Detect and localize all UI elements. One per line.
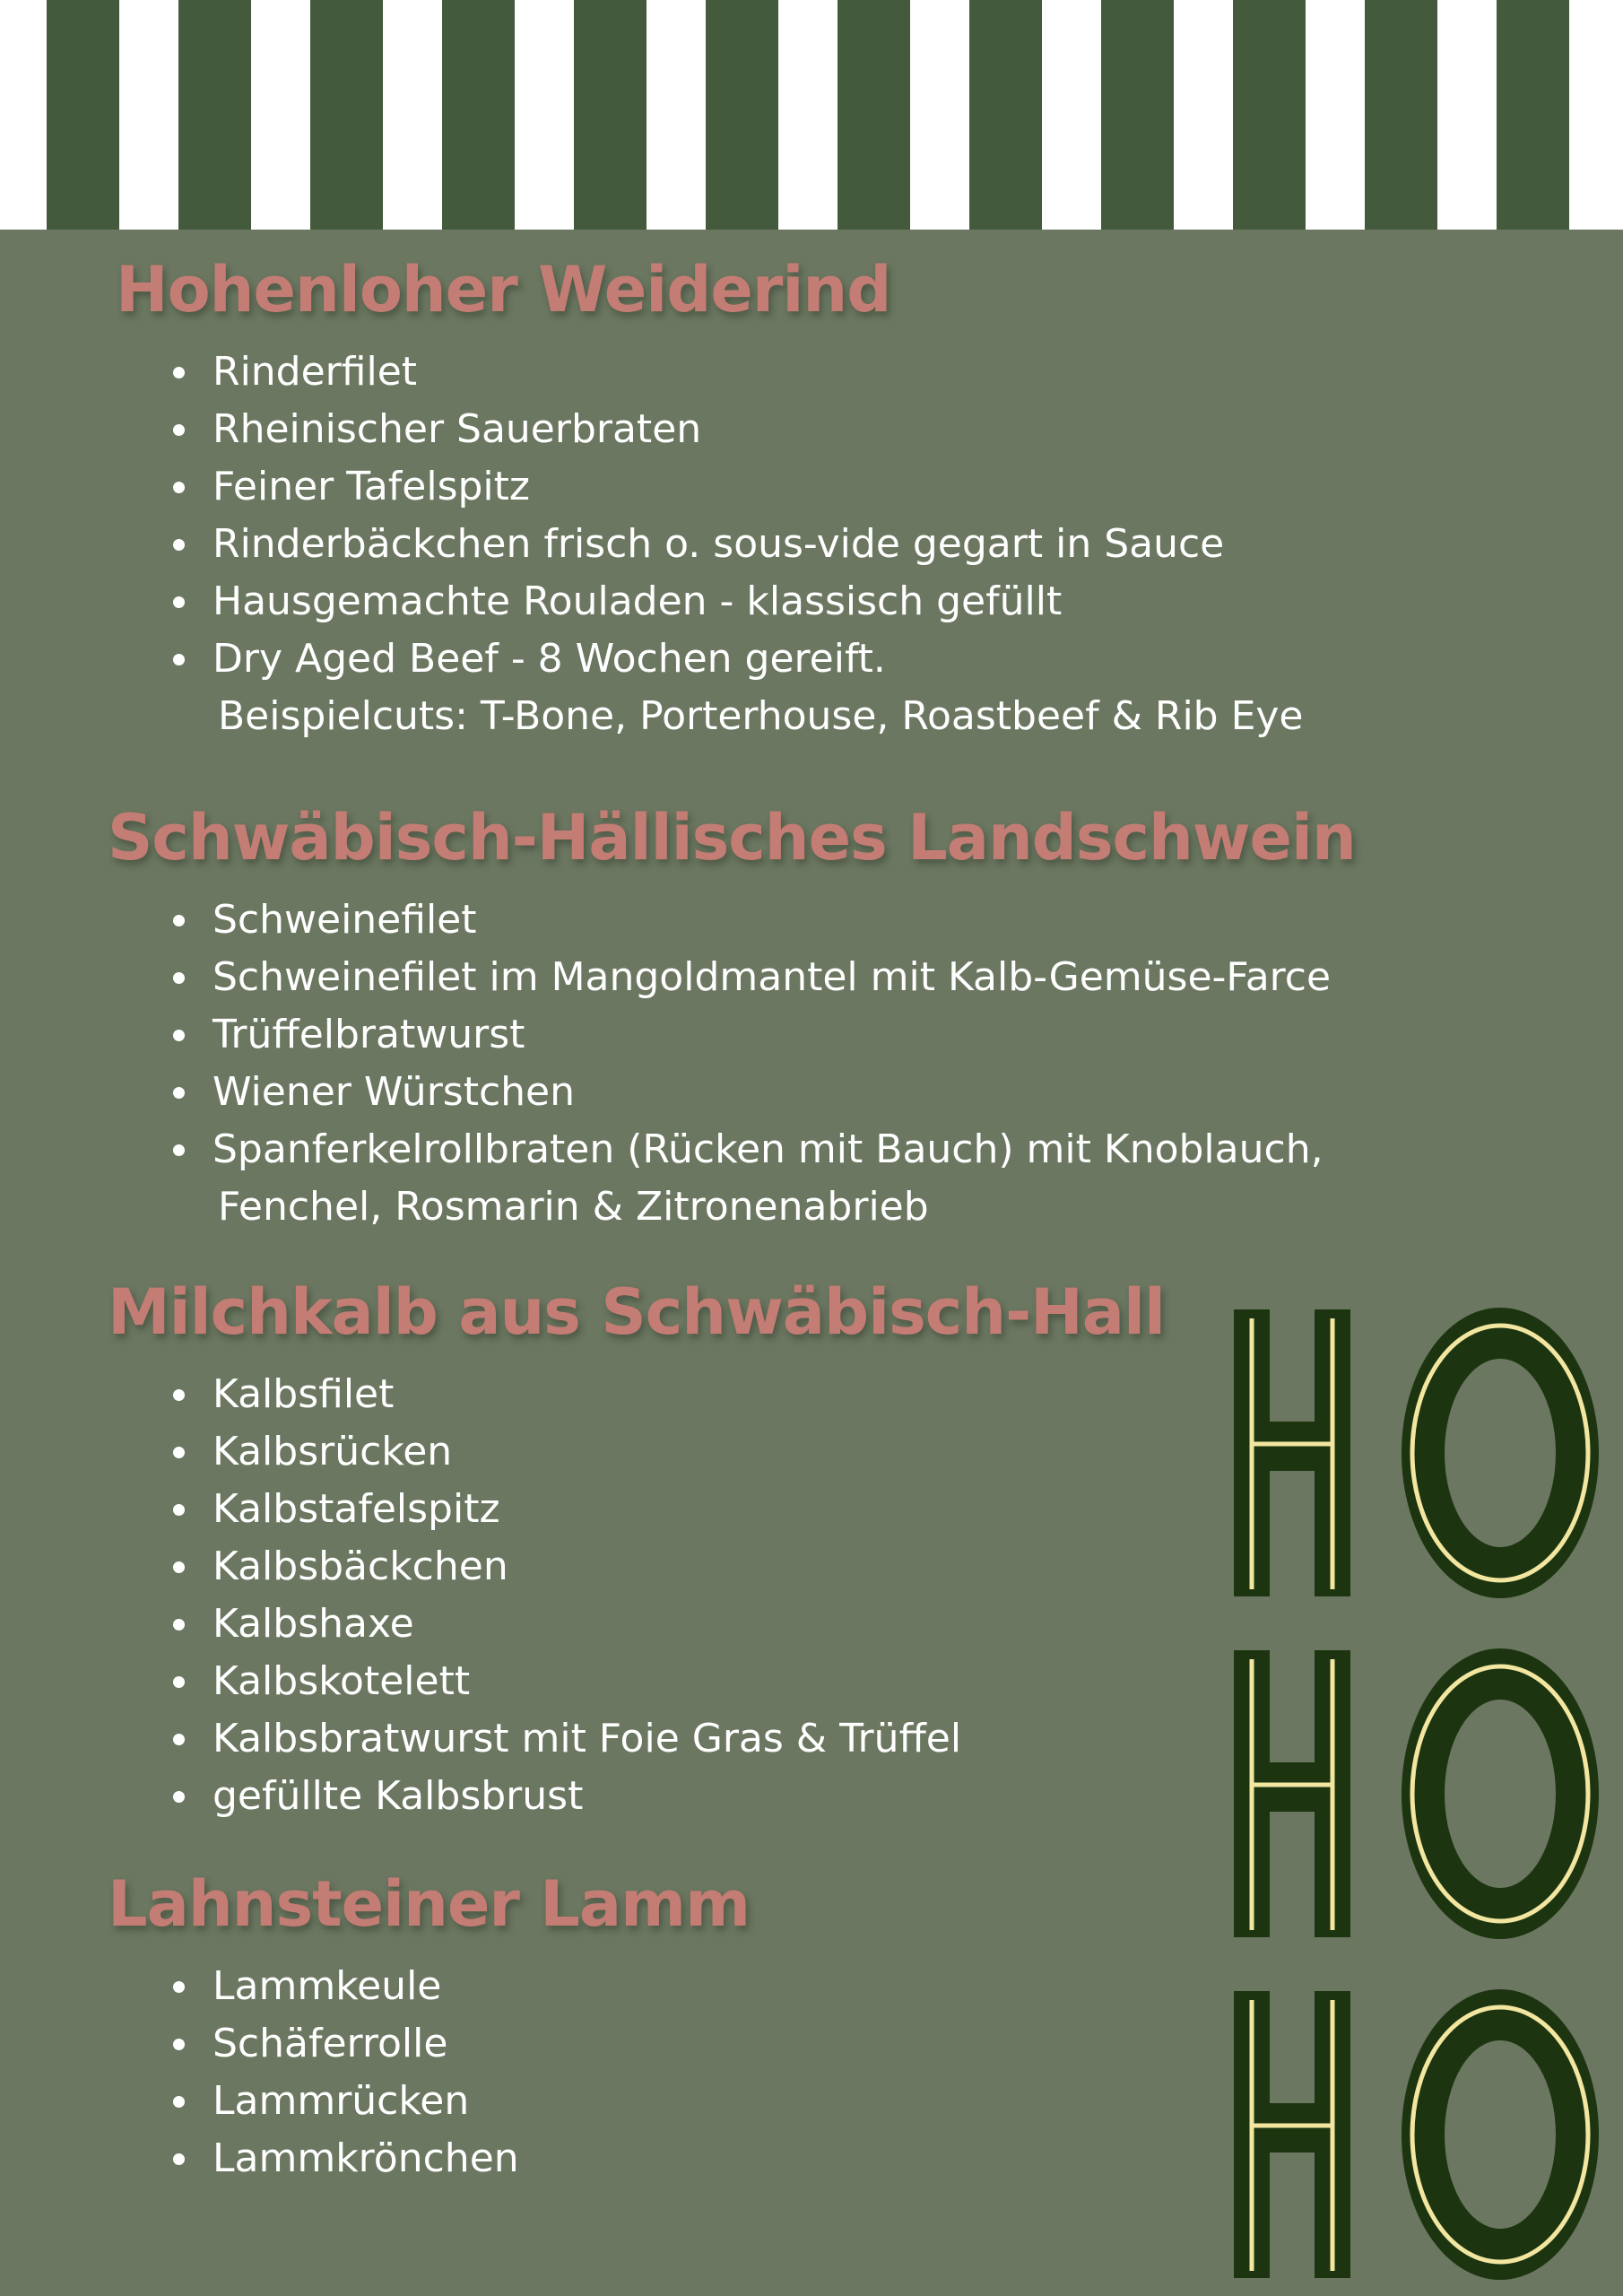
item-text: Wiener Würstchen	[213, 1069, 575, 1115]
list-item	[0, 1653, 1255, 1710]
list-item	[0, 631, 1304, 745]
bullet-icon	[173, 596, 185, 608]
bullet-icon	[173, 2039, 185, 2050]
item-text: Rinderfilet	[213, 349, 418, 395]
bullet-icon	[173, 915, 185, 926]
bullet-icon	[173, 1447, 185, 1458]
item-text: Kalbskotelett	[213, 1658, 471, 1704]
list-item	[0, 2073, 1255, 2130]
list-item	[0, 949, 1332, 1006]
item-text: gefüllte Kalbsbrust	[213, 1773, 584, 1819]
bullet-icon	[173, 654, 185, 665]
bullet-icon	[173, 424, 185, 436]
list-item	[0, 1064, 1255, 1121]
item-text: Kalbsfilet	[213, 1371, 395, 1417]
section-pork	[0, 801, 1356, 1236]
item-text: Kalbstafelspitz	[213, 1486, 500, 1532]
striped-awning-banner	[0, 0, 1623, 230]
section-beef	[0, 253, 1304, 745]
item-text: Lammkrönchen	[213, 2135, 519, 2181]
list-item	[0, 1423, 1255, 1481]
item-text: Spanferkelrollbraten (Rücken mit Bauch) mit Knoblauch,	[213, 1126, 1324, 1172]
ho-line-2	[1234, 1648, 1599, 1939]
bullet-icon	[173, 1981, 185, 1993]
item-text: Kalbsrücken	[213, 1429, 453, 1474]
item-continuation: Beispielcuts: T-Bone, Porterhouse, Roastbeef & Rib Eye	[218, 693, 1304, 739]
item-text: Lammrücken	[213, 2078, 470, 2124]
section-veal	[0, 1275, 1255, 1825]
section-title: Lahnsteiner Lamm	[108, 1867, 751, 1941]
item-text: Schweinefilet im Mangoldmantel mit Kalb-Gemüse-Farce	[213, 954, 1332, 1000]
bullet-icon	[173, 2153, 185, 2165]
list-item	[0, 1366, 1255, 1423]
bullet-icon	[173, 482, 185, 493]
item-text: Kalbsbratwurst mit Foie Gras & Trüffel	[213, 1716, 962, 1761]
item-text: Dry Aged Beef - 8 Wochen gereift.	[213, 636, 886, 682]
item-text: Schweinefilet	[213, 897, 477, 943]
bullet-icon	[173, 1734, 185, 1745]
bullet-icon	[173, 1030, 185, 1041]
item-list	[0, 1366, 1255, 1825]
list-item	[0, 1006, 1255, 1064]
section-title: Milchkalb aus Schwäbisch-Hall	[108, 1275, 1165, 1349]
item-list	[0, 1958, 1255, 2187]
list-item	[0, 1768, 1255, 1825]
bullet-icon	[173, 1619, 185, 1631]
item-text: Schäferrolle	[213, 2021, 448, 2066]
item-text: Lammkeule	[213, 1963, 442, 2009]
list-item	[0, 2130, 1255, 2187]
bullet-icon	[173, 1504, 185, 1516]
item-text: Trüffelbratwurst	[213, 1012, 525, 1057]
bullet-icon	[173, 2096, 185, 2108]
bullet-icon	[173, 367, 185, 378]
item-continuation: Fenchel, Rosmarin & Zitronenabrieb	[218, 1184, 929, 1230]
section-title: Schwäbisch-Hällisches Landschwein	[108, 801, 1356, 874]
item-text: Rinderbäckchen frisch o. sous-vide gegart in Sauce	[213, 521, 1225, 567]
section-lamb	[0, 1867, 1255, 2187]
bullet-icon	[173, 1087, 185, 1099]
item-text: Hausgemachte Rouladen - klassisch gefüllt	[213, 578, 1063, 624]
item-list	[0, 344, 1304, 745]
list-item	[0, 1958, 1255, 2015]
list-item	[0, 1538, 1255, 1596]
list-item	[0, 1710, 1255, 1768]
item-text: Kalbsbäckchen	[213, 1544, 508, 1589]
bullet-icon	[173, 1389, 185, 1401]
item-list	[0, 891, 1332, 1236]
hohoho-decoration	[1219, 1300, 1614, 2287]
item-text: Kalbshaxe	[213, 1601, 414, 1647]
bullet-icon	[173, 1144, 185, 1156]
list-item	[0, 573, 1255, 631]
list-item	[0, 1596, 1255, 1653]
list-item	[0, 516, 1255, 573]
bullet-icon	[173, 1676, 185, 1688]
bullet-icon	[173, 539, 185, 551]
list-item	[0, 1121, 1324, 1236]
ho-line-1	[1234, 1308, 1599, 1598]
section-title: Hohenloher Weiderind	[116, 253, 891, 326]
bullet-icon	[173, 1791, 185, 1803]
bullet-icon	[173, 972, 185, 984]
ho-line-3	[1234, 1989, 1599, 2280]
list-item	[0, 1481, 1255, 1538]
item-text: Feiner Tafelspitz	[213, 464, 530, 509]
list-item	[0, 2015, 1255, 2073]
bullet-icon	[173, 1561, 185, 1573]
list-item	[0, 401, 1255, 458]
item-text: Rheinischer Sauerbraten	[213, 406, 702, 452]
list-item	[0, 344, 1255, 401]
list-item	[0, 891, 1255, 949]
list-item	[0, 458, 1255, 516]
